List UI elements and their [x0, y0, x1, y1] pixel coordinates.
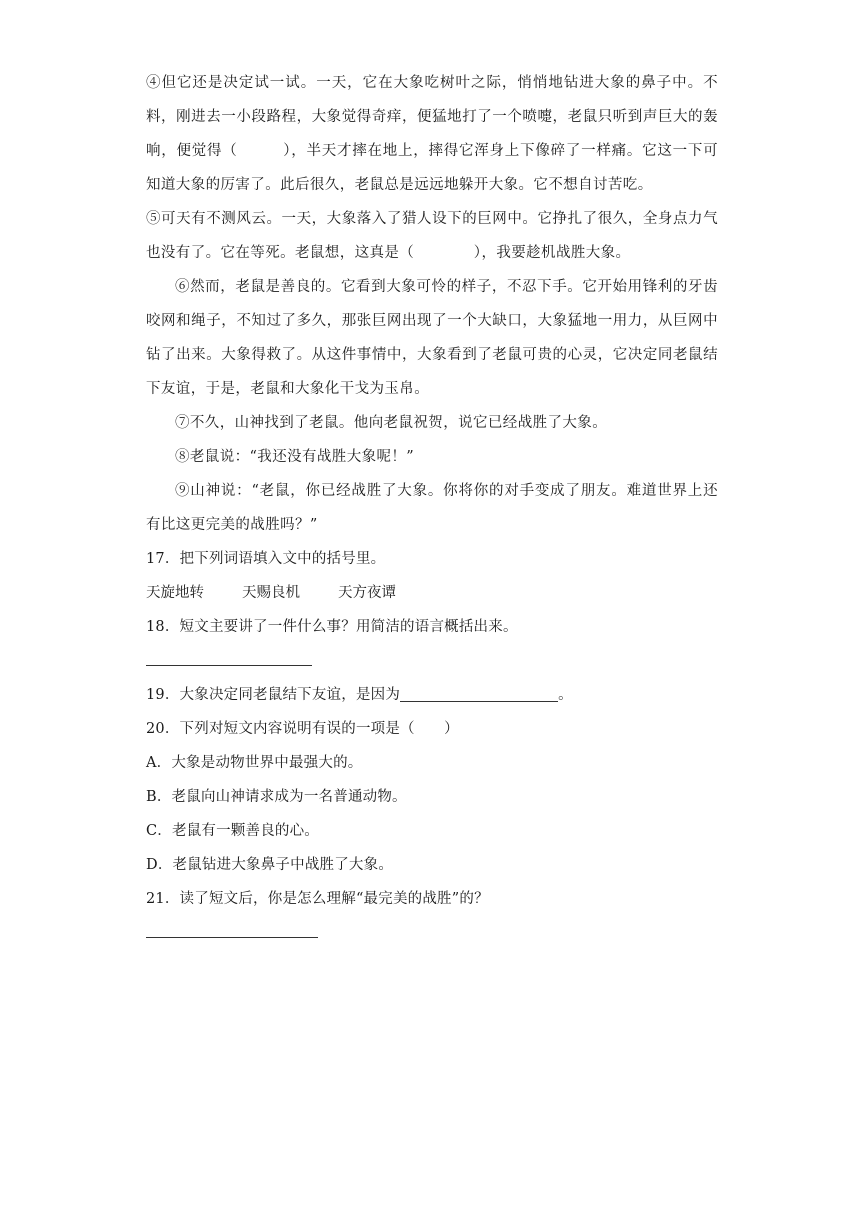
word-bank-item: 天旋地转	[146, 585, 204, 601]
passage-paragraph-6: ⑥然而，老鼠是善良的。它看到大象可怜的样子，不忍下手。它开始用锋利的牙齿咬网和绳子，不知过了多久，那张巨网出现了一个大缺口，大象猛地一用力，从巨网中钻了出来。大象得救了。从这件事情中，大象看到了老鼠可贵的心灵，它决定同老鼠结下友谊，于是，老鼠和大象化干戈为玉帛。	[146, 279, 718, 397]
passage-paragraph-8: ⑧老鼠说：“我还没有战胜大象呢！”	[175, 449, 415, 465]
answer-rule	[146, 665, 312, 666]
question-20: 20．下列对短文内容说明有误的一项是（ ）	[146, 721, 459, 737]
answer-rule	[146, 937, 318, 938]
word-bank-item: 天赐良机	[242, 585, 300, 601]
question-21: 21．读了短文后，你是怎么理解“最完美的战胜”的？	[146, 891, 489, 907]
question-18: 18．短文主要讲了一件什么事？用简洁的语言概括出来。	[146, 619, 518, 635]
question-21-answer-line[interactable]	[146, 916, 718, 950]
question-20-option-c[interactable]: C．老鼠有一颗善良的心。	[146, 823, 319, 839]
question-19-end: 。	[558, 687, 573, 703]
question-20-option-b[interactable]: B．老鼠向山神请求成为一名普通动物。	[146, 789, 407, 805]
question-19-blank[interactable]	[400, 685, 558, 702]
passage-paragraph-4: ④但它还是决定试一试。一天，它在大象吃树叶之际，悄悄地钻进大象的鼻子中。不料，刚进去一小段路程，大象觉得奇痒，便猛地打了一个喷嚏，老鼠只听到声巨大的轰响，便觉得（ ），半天才摔在地上，摔得它浑身上下像碎了一样痛。它这一下可知道大象的厉害了。此后很久，老鼠总是远远地躲开大象。它不想自讨苦吃。	[146, 75, 718, 193]
question-20-option-d[interactable]: D．老鼠钻进大象鼻子中战胜了大象。	[146, 857, 394, 873]
question-17: 17．把下列词语填入文中的括号里。	[146, 551, 386, 567]
passage-paragraph-5: ⑤可天有不测风云。一天，大象落入了猎人设下的巨网中。它挣扎了很久，全身点力气也没有了。它在等死。老鼠想，这真是（ ），我要趁机战胜大象。	[146, 211, 718, 261]
passage-paragraph-9: ⑨山神说：“老鼠，你已经战胜了大象。你将你的对手变成了朋友。难道世界上还有比这更完美的战胜吗？”	[146, 483, 718, 533]
question-19-text: 19．大象决定同老鼠结下友谊，是因为	[146, 687, 401, 703]
question-17-word-bank	[146, 576, 718, 610]
question-20-option-a[interactable]: A．大象是动物世界中最强大的。	[146, 755, 363, 771]
word-bank-item: 天方夜谭	[338, 585, 396, 601]
worksheet-page	[146, 66, 718, 950]
passage-paragraph-7: ⑦不久，山神找到了老鼠。他向老鼠祝贺，说它已经战胜了大象。	[175, 415, 608, 431]
question-19	[146, 678, 718, 712]
question-18-answer-line[interactable]	[146, 644, 718, 678]
